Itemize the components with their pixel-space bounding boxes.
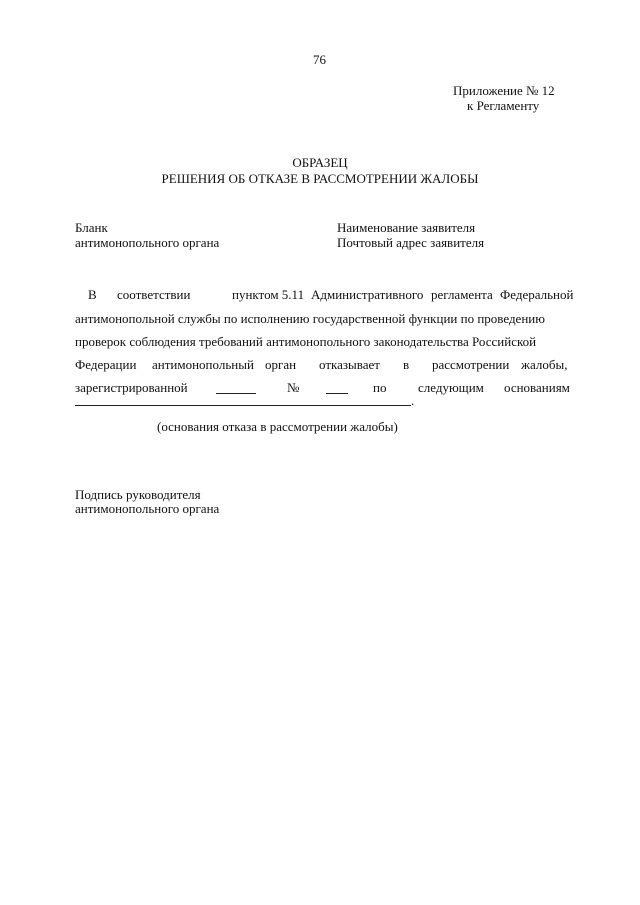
body-word: орган	[265, 357, 297, 372]
body-word: основаниям	[504, 380, 570, 395]
body-word: антимонопольный	[152, 357, 254, 372]
applicant-name: Наименование заявителя	[337, 220, 476, 235]
appendix-reference: к Регламенту	[467, 98, 540, 113]
page-number: 76	[313, 52, 326, 67]
body-word: В	[88, 287, 97, 302]
signature-label: Подпись руководителя	[75, 487, 201, 502]
body-word: жалобы,	[521, 357, 568, 372]
number-sign: №	[287, 380, 300, 395]
body-word: Административного	[311, 287, 424, 302]
applicant-address: Почтовый адрес заявителя	[337, 235, 485, 250]
body-word: в	[403, 357, 410, 372]
body-word: по	[373, 380, 387, 395]
signature-organ: антимонопольного органа	[75, 501, 220, 516]
registration-number-blank	[326, 393, 348, 394]
body-word: соответствии	[117, 287, 191, 302]
body-word: Федерации	[75, 357, 137, 372]
registered-label: зарегистрированной	[75, 380, 188, 395]
body-word: отказывает	[319, 357, 380, 372]
registration-date-blank	[216, 393, 256, 394]
title-decision: РЕШЕНИЯ ОБ ОТКАЗЕ В РАССМОТРЕНИИ ЖАЛОБЫ	[161, 171, 479, 186]
body-line: антимонопольной службы по исполнению государственной функции по проведению	[75, 311, 545, 326]
body-word: пунктом 5.11	[232, 287, 305, 302]
body-word: регламента	[431, 287, 493, 302]
appendix-number: Приложение № 12	[453, 83, 555, 98]
letterhead-organ: антимонопольного органа	[75, 235, 220, 250]
body-word: рассмотрении	[432, 357, 510, 372]
grounds-caption: (основания отказа в рассмотрении жалобы)	[157, 419, 398, 434]
body-word: Федеральной	[500, 287, 574, 302]
body-word: следующим	[418, 380, 484, 395]
letterhead-label: Бланк	[75, 220, 108, 235]
grounds-period: .	[411, 393, 415, 408]
body-line: проверок соблюдения требований антимонопольного законодательства Российской	[75, 334, 537, 349]
title-sample: ОБРАЗЕЦ	[292, 155, 348, 170]
grounds-blank	[75, 405, 411, 406]
